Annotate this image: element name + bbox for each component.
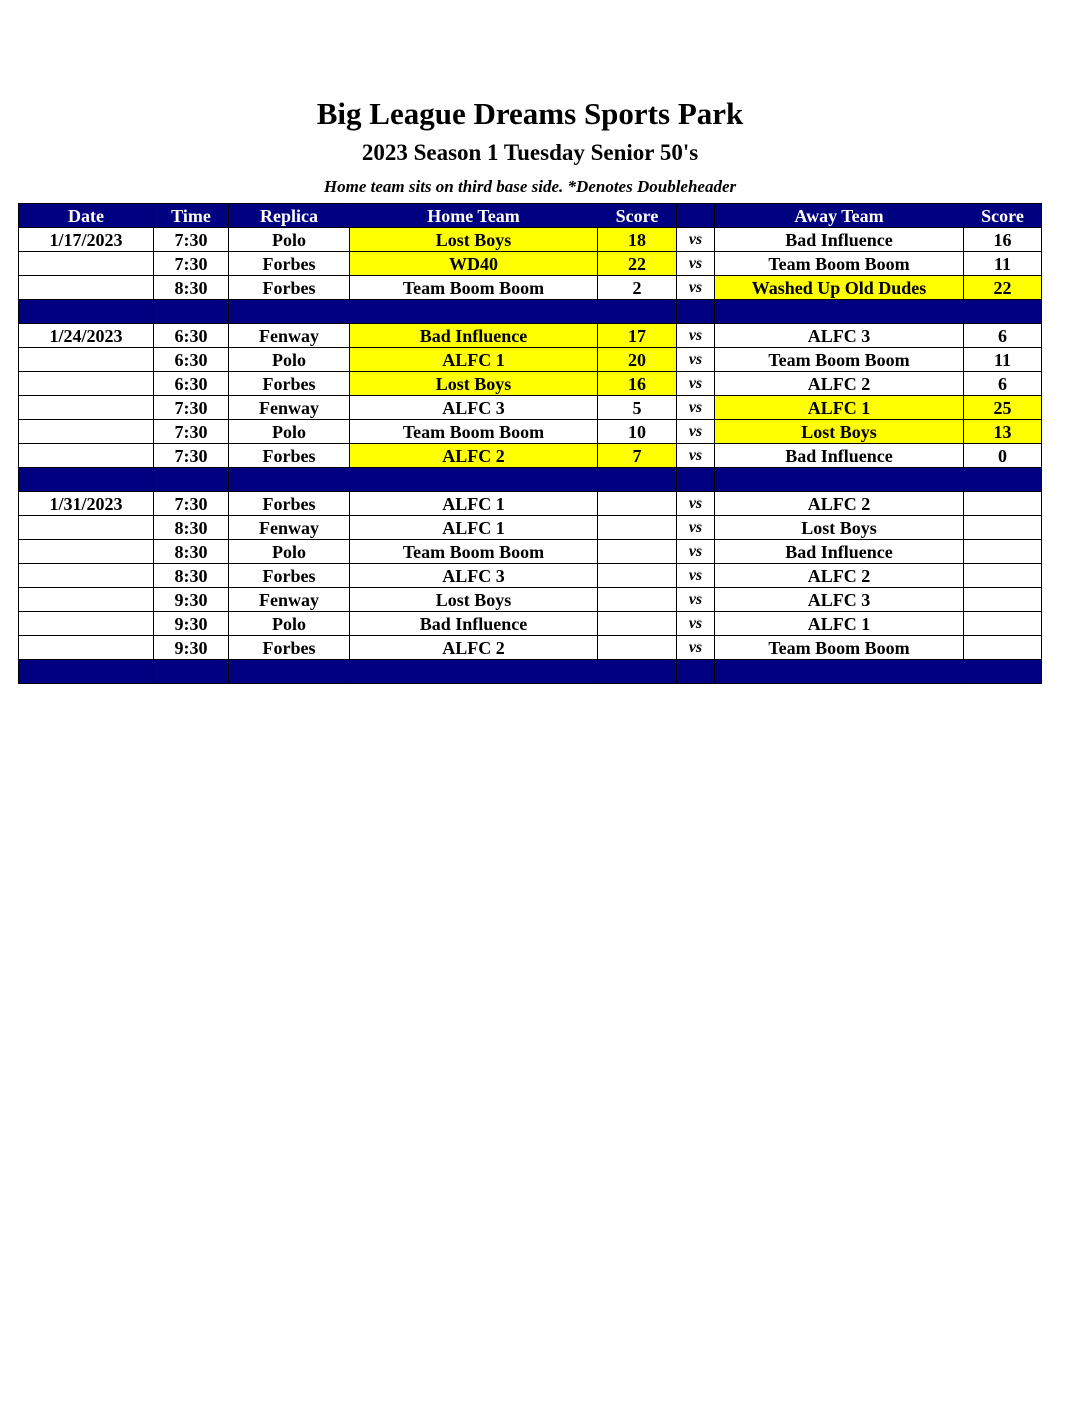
away-team: Bad Influence bbox=[715, 228, 964, 252]
field-replica: Fenway bbox=[229, 396, 350, 420]
vs-label: vs bbox=[677, 396, 715, 420]
home-score: 5 bbox=[598, 396, 677, 420]
separator-cell bbox=[715, 468, 964, 492]
vs-label: vs bbox=[677, 420, 715, 444]
separator-cell bbox=[350, 300, 598, 324]
game-date bbox=[19, 396, 154, 420]
home-team: ALFC 2 bbox=[350, 444, 598, 468]
separator-cell bbox=[19, 660, 154, 684]
away-score: 22 bbox=[964, 276, 1042, 300]
away-team: ALFC 2 bbox=[715, 492, 964, 516]
separator-cell bbox=[715, 660, 964, 684]
home-team: WD40 bbox=[350, 252, 598, 276]
separator-cell bbox=[350, 468, 598, 492]
game-row bbox=[19, 348, 1042, 372]
vs-label: vs bbox=[677, 348, 715, 372]
schedule-note: Home team sits on third base side. *Denotes Doubleheader bbox=[323, 177, 737, 196]
away-team: ALFC 2 bbox=[715, 564, 964, 588]
separator-cell bbox=[964, 468, 1042, 492]
game-time: 7:30 bbox=[154, 396, 229, 420]
field-replica: Fenway bbox=[229, 324, 350, 348]
separator-cell bbox=[677, 660, 715, 684]
game-row bbox=[19, 564, 1042, 588]
home-score bbox=[598, 540, 677, 564]
game-row bbox=[19, 636, 1042, 660]
schedule-header bbox=[19, 204, 1042, 228]
vs-label: vs bbox=[677, 564, 715, 588]
game-time: 8:30 bbox=[154, 276, 229, 300]
away-team: Team Boom Boom bbox=[715, 252, 964, 276]
vs-label: vs bbox=[677, 612, 715, 636]
home-score: 16 bbox=[598, 372, 677, 396]
schedule-body bbox=[19, 228, 1042, 684]
separator-cell bbox=[229, 300, 350, 324]
game-date bbox=[19, 348, 154, 372]
game-date bbox=[19, 612, 154, 636]
away-score: 25 bbox=[964, 396, 1042, 420]
col-time-header: Time bbox=[154, 204, 229, 228]
separator-cell bbox=[229, 660, 350, 684]
game-row bbox=[19, 228, 1042, 252]
home-score bbox=[598, 516, 677, 540]
away-score bbox=[964, 636, 1042, 660]
away-score bbox=[964, 612, 1042, 636]
field-replica: Forbes bbox=[229, 252, 350, 276]
game-row bbox=[19, 252, 1042, 276]
home-team: Lost Boys bbox=[350, 588, 598, 612]
separator-cell bbox=[19, 300, 154, 324]
game-row bbox=[19, 420, 1042, 444]
game-time: 7:30 bbox=[154, 444, 229, 468]
game-row bbox=[19, 588, 1042, 612]
home-score: 20 bbox=[598, 348, 677, 372]
separator-cell bbox=[598, 660, 677, 684]
away-score bbox=[964, 540, 1042, 564]
separator-row bbox=[19, 300, 1042, 324]
home-score: 17 bbox=[598, 324, 677, 348]
game-time: 8:30 bbox=[154, 516, 229, 540]
home-team: Team Boom Boom bbox=[350, 540, 598, 564]
home-score: 7 bbox=[598, 444, 677, 468]
away-team: ALFC 1 bbox=[715, 396, 964, 420]
away-team: ALFC 1 bbox=[715, 612, 964, 636]
vs-label: vs bbox=[677, 276, 715, 300]
field-replica: Forbes bbox=[229, 636, 350, 660]
game-row bbox=[19, 612, 1042, 636]
game-row bbox=[19, 516, 1042, 540]
away-team: Team Boom Boom bbox=[715, 636, 964, 660]
game-time: 7:30 bbox=[154, 420, 229, 444]
away-team: Bad Influence bbox=[715, 540, 964, 564]
vs-label: vs bbox=[677, 252, 715, 276]
page-subtitle: 2023 Season 1 Tuesday Senior 50's bbox=[361, 140, 699, 165]
field-replica: Fenway bbox=[229, 588, 350, 612]
field-replica: Forbes bbox=[229, 372, 350, 396]
home-score: 22 bbox=[598, 252, 677, 276]
vs-label: vs bbox=[677, 324, 715, 348]
game-row bbox=[19, 372, 1042, 396]
schedule-table bbox=[18, 203, 1042, 684]
field-replica: Polo bbox=[229, 612, 350, 636]
game-row bbox=[19, 396, 1042, 420]
field-replica: Forbes bbox=[229, 444, 350, 468]
separator-cell bbox=[715, 300, 964, 324]
away-team: ALFC 2 bbox=[715, 372, 964, 396]
separator-cell bbox=[154, 660, 229, 684]
game-time: 9:30 bbox=[154, 588, 229, 612]
game-date bbox=[19, 420, 154, 444]
game-date bbox=[19, 276, 154, 300]
field-replica: Polo bbox=[229, 228, 350, 252]
col-away-team-header: Away Team bbox=[715, 204, 964, 228]
game-row bbox=[19, 492, 1042, 516]
game-date: 1/24/2023 bbox=[19, 324, 154, 348]
field-replica: Polo bbox=[229, 348, 350, 372]
separator-cell bbox=[677, 468, 715, 492]
separator-cell bbox=[154, 468, 229, 492]
separator-cell bbox=[154, 300, 229, 324]
home-score: 2 bbox=[598, 276, 677, 300]
separator-cell bbox=[350, 660, 598, 684]
game-row bbox=[19, 444, 1042, 468]
game-time: 6:30 bbox=[154, 372, 229, 396]
away-score: 0 bbox=[964, 444, 1042, 468]
game-time: 9:30 bbox=[154, 612, 229, 636]
home-score bbox=[598, 564, 677, 588]
game-date bbox=[19, 636, 154, 660]
separator-cell bbox=[964, 660, 1042, 684]
away-score: 11 bbox=[964, 252, 1042, 276]
home-team: Team Boom Boom bbox=[350, 420, 598, 444]
field-replica: Polo bbox=[229, 540, 350, 564]
separator-row bbox=[19, 468, 1042, 492]
away-score: 16 bbox=[964, 228, 1042, 252]
game-date: 1/31/2023 bbox=[19, 492, 154, 516]
separator-row bbox=[19, 660, 1042, 684]
vs-label: vs bbox=[677, 444, 715, 468]
game-time: 6:30 bbox=[154, 324, 229, 348]
home-team: ALFC 2 bbox=[350, 636, 598, 660]
home-team: ALFC 1 bbox=[350, 516, 598, 540]
game-date bbox=[19, 540, 154, 564]
away-team: Bad Influence bbox=[715, 444, 964, 468]
home-team: ALFC 3 bbox=[350, 564, 598, 588]
away-score: 13 bbox=[964, 420, 1042, 444]
away-score bbox=[964, 516, 1042, 540]
home-team: Bad Influence bbox=[350, 612, 598, 636]
game-date: 1/17/2023 bbox=[19, 228, 154, 252]
separator-cell bbox=[598, 468, 677, 492]
field-replica: Fenway bbox=[229, 516, 350, 540]
home-team: Team Boom Boom bbox=[350, 276, 598, 300]
game-date bbox=[19, 564, 154, 588]
col-replica-header: Replica bbox=[229, 204, 350, 228]
header-row bbox=[19, 204, 1042, 228]
away-score: 6 bbox=[964, 372, 1042, 396]
page-title: Big League Dreams Sports Park bbox=[316, 96, 744, 131]
field-replica: Forbes bbox=[229, 564, 350, 588]
separator-cell bbox=[677, 300, 715, 324]
game-date bbox=[19, 252, 154, 276]
separator-cell bbox=[19, 468, 154, 492]
game-row bbox=[19, 540, 1042, 564]
vs-label: vs bbox=[677, 492, 715, 516]
home-score bbox=[598, 612, 677, 636]
home-score bbox=[598, 492, 677, 516]
home-score bbox=[598, 636, 677, 660]
vs-label: vs bbox=[677, 540, 715, 564]
separator-cell bbox=[964, 300, 1042, 324]
game-time: 7:30 bbox=[154, 228, 229, 252]
away-score bbox=[964, 564, 1042, 588]
separator-cell bbox=[598, 300, 677, 324]
away-team: ALFC 3 bbox=[715, 588, 964, 612]
col-home-score-header: Score bbox=[598, 204, 677, 228]
home-team: Bad Influence bbox=[350, 324, 598, 348]
home-score bbox=[598, 588, 677, 612]
game-time: 7:30 bbox=[154, 252, 229, 276]
game-date bbox=[19, 516, 154, 540]
vs-label: vs bbox=[677, 636, 715, 660]
vs-label: vs bbox=[677, 516, 715, 540]
home-team: ALFC 1 bbox=[350, 348, 598, 372]
game-time: 6:30 bbox=[154, 348, 229, 372]
col-away-score-header: Score bbox=[964, 204, 1042, 228]
away-team: Team Boom Boom bbox=[715, 348, 964, 372]
game-row bbox=[19, 324, 1042, 348]
field-replica: Polo bbox=[229, 420, 350, 444]
home-team: Lost Boys bbox=[350, 372, 598, 396]
game-row bbox=[19, 276, 1042, 300]
home-team: Lost Boys bbox=[350, 228, 598, 252]
vs-label: vs bbox=[677, 228, 715, 252]
away-team: Lost Boys bbox=[715, 516, 964, 540]
game-time: 8:30 bbox=[154, 564, 229, 588]
home-score: 10 bbox=[598, 420, 677, 444]
separator-cell bbox=[229, 468, 350, 492]
away-score: 6 bbox=[964, 324, 1042, 348]
home-team: ALFC 1 bbox=[350, 492, 598, 516]
away-score bbox=[964, 492, 1042, 516]
home-team: ALFC 3 bbox=[350, 396, 598, 420]
away-score: 11 bbox=[964, 348, 1042, 372]
game-date bbox=[19, 588, 154, 612]
col-vs-header bbox=[677, 204, 715, 228]
away-team: Lost Boys bbox=[715, 420, 964, 444]
vs-label: vs bbox=[677, 372, 715, 396]
game-time: 7:30 bbox=[154, 492, 229, 516]
home-score: 18 bbox=[598, 228, 677, 252]
game-time: 8:30 bbox=[154, 540, 229, 564]
col-home-team-header: Home Team bbox=[350, 204, 598, 228]
game-date bbox=[19, 372, 154, 396]
game-time: 9:30 bbox=[154, 636, 229, 660]
field-replica: Forbes bbox=[229, 492, 350, 516]
away-score bbox=[964, 588, 1042, 612]
col-date-header: Date bbox=[19, 204, 154, 228]
field-replica: Forbes bbox=[229, 276, 350, 300]
away-team: Washed Up Old Dudes bbox=[715, 276, 964, 300]
game-date bbox=[19, 444, 154, 468]
away-team: ALFC 3 bbox=[715, 324, 964, 348]
vs-label: vs bbox=[677, 588, 715, 612]
